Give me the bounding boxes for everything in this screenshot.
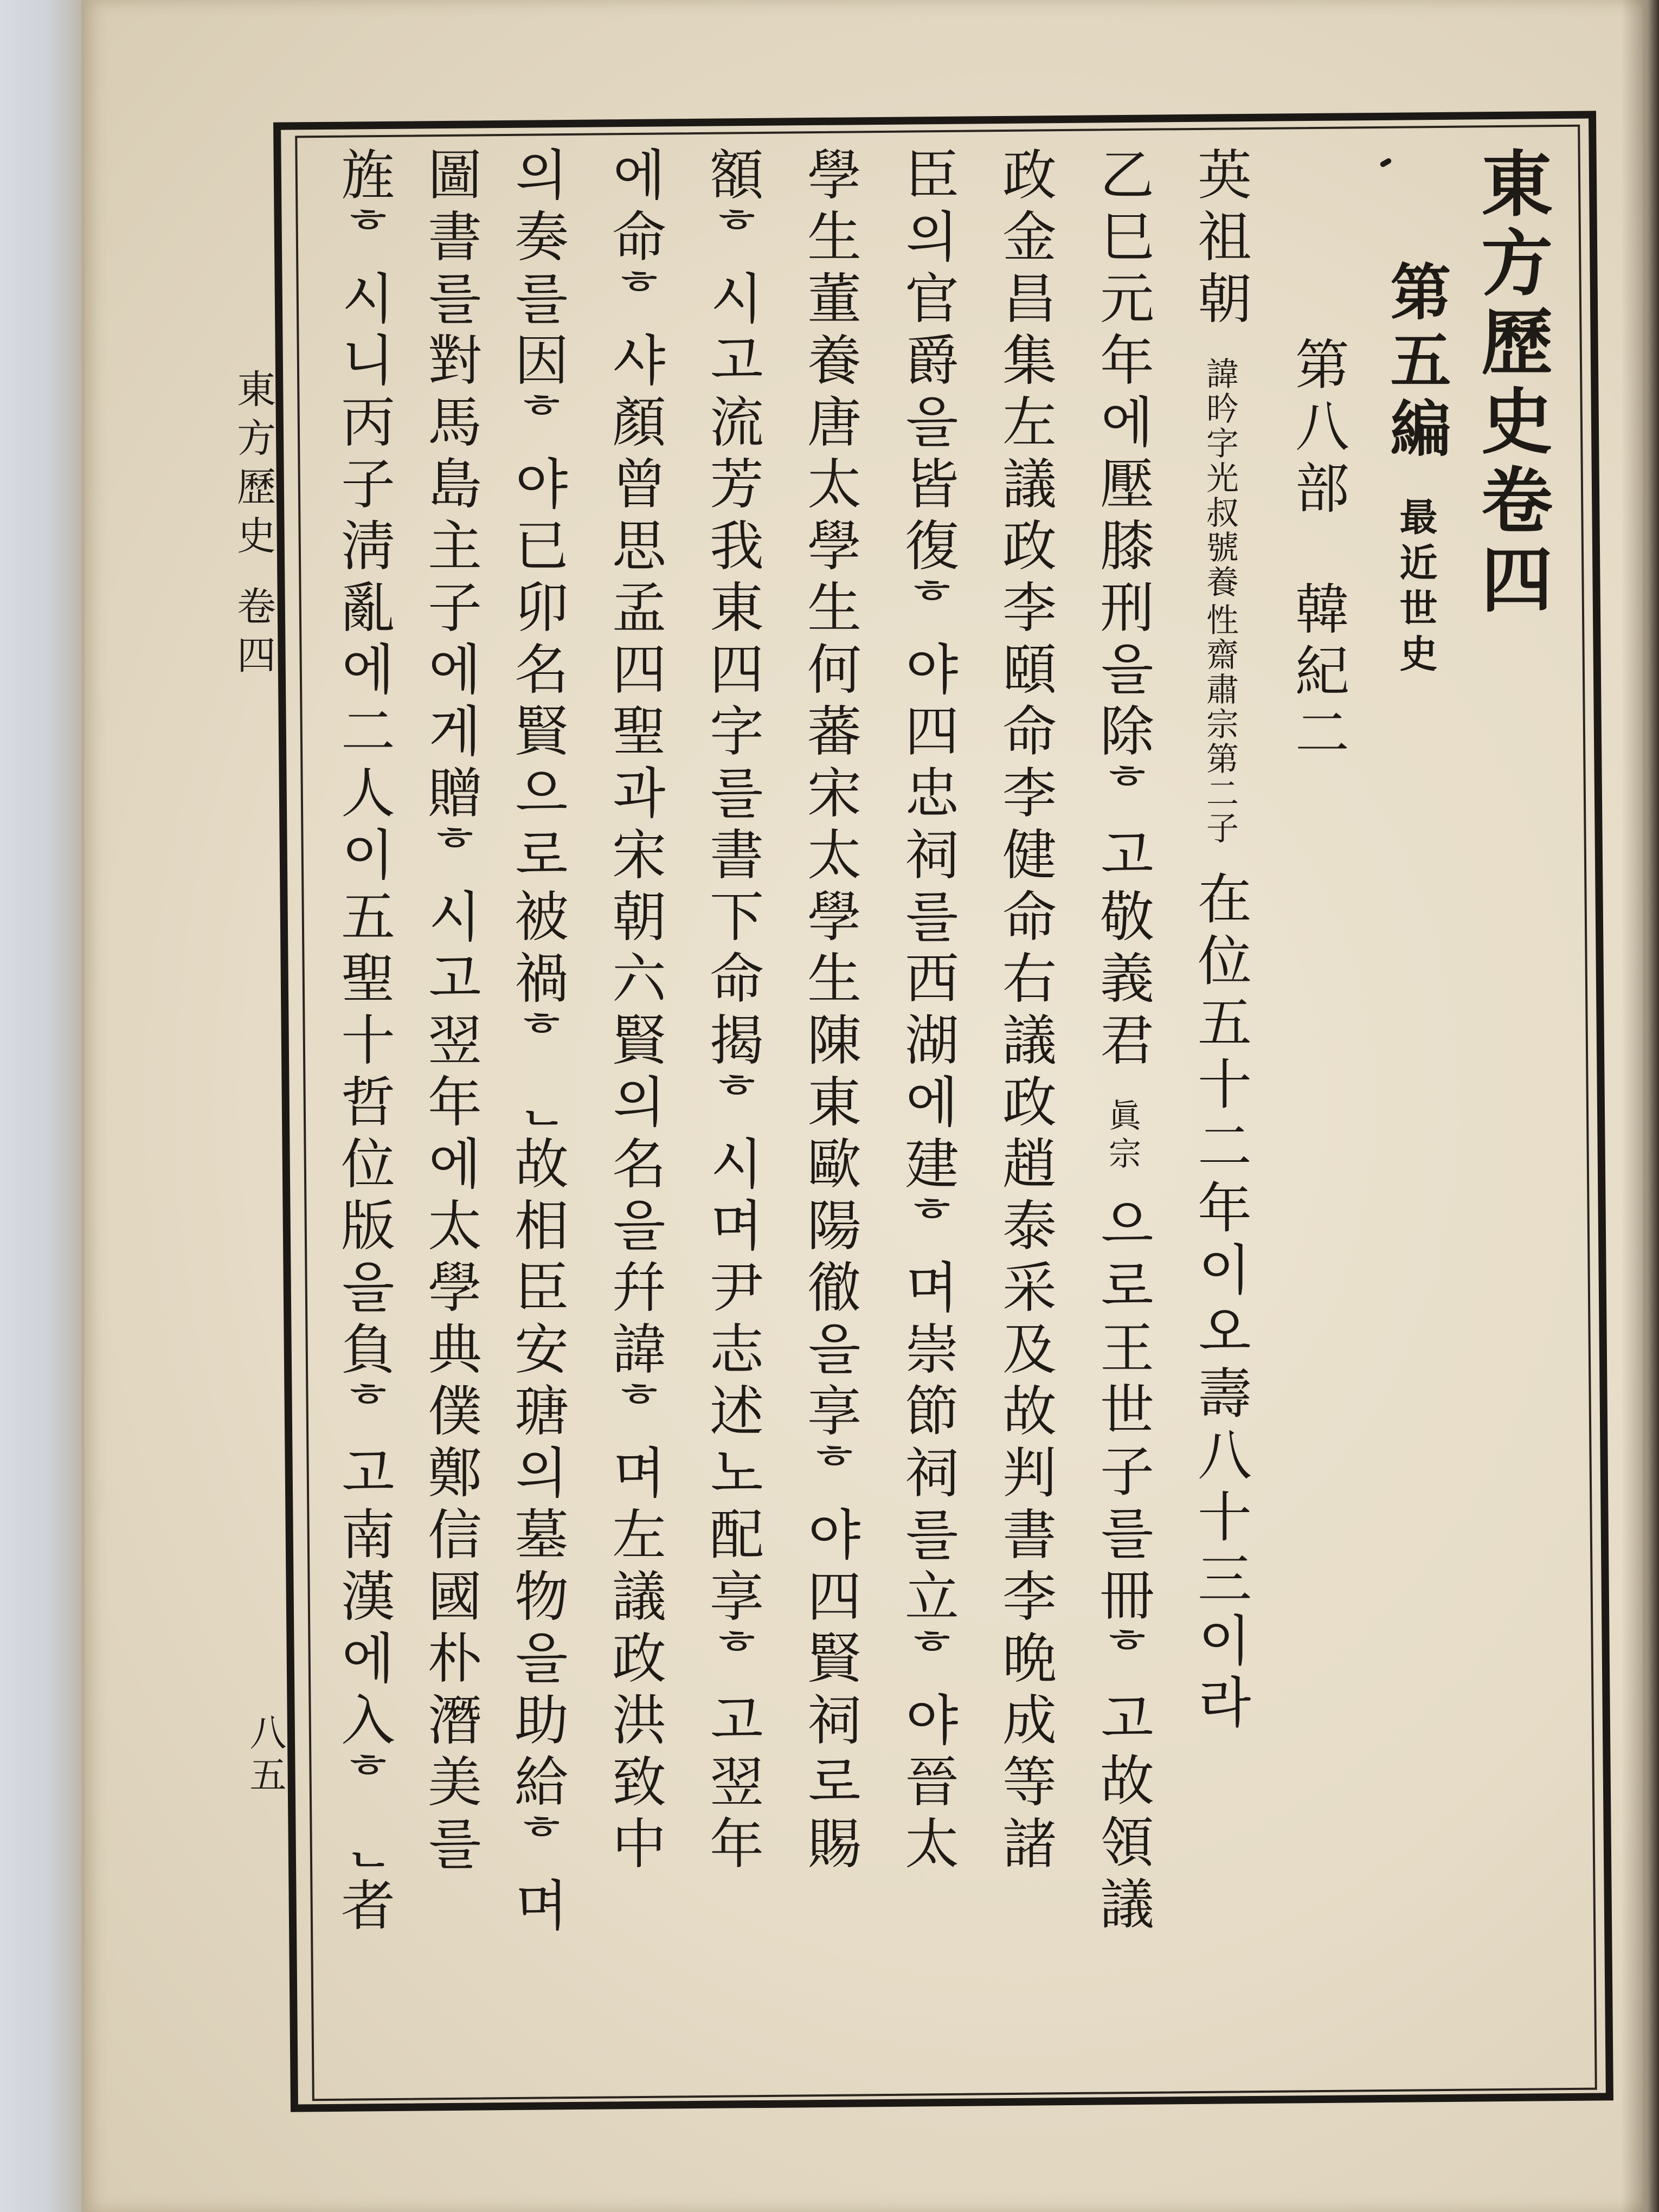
running-head: 東方歷史 卷四 — [230, 369, 276, 684]
text-column-7: 에命ᄒ샤顏曾思孟四聖과宋朝六賢의名을幷諱ᄒ며左議政洪致中 — [603, 146, 666, 1877]
text-column-9: 圖書를對馬島主子에게贈ᄒ시고翌年에太學典僕鄭信國朴潛美를 — [419, 146, 482, 1877]
page-number: 八五 — [243, 1713, 286, 1798]
page-edge — [81, 0, 85, 2212]
edition-heading — [1380, 260, 1451, 680]
spine-shadow — [1621, 0, 1659, 2212]
text-column-10: 旌ᄒ시니丙子淸亂에二人이五聖十哲位版을負ᄒ고南漢에入ᄒᆫ者 — [332, 146, 395, 1939]
section-heading — [1286, 336, 1349, 767]
background-surface — [0, 0, 81, 2212]
annotation-left: 性齋肅宗第二子 — [1201, 602, 1239, 846]
text-column-1 — [1188, 146, 1252, 1736]
text-column-5: 學生董養唐太學生何蕃宋太學生陳東歐陽徹을享ᄒ야四賢祠로賜 — [798, 146, 861, 1877]
edition-subtitle: 最近世史 — [1393, 497, 1438, 680]
column-2-annotation — [1103, 1098, 1141, 1171]
text-column-3: 政金昌集左議政李頤命李健命右議政趙泰采及故判書李晩成等諸 — [993, 146, 1057, 1877]
annotation-left: 宗 — [1103, 1136, 1141, 1171]
section-subtitle: 韓紀二 — [1286, 581, 1349, 767]
text-column-4: 臣의官爵을皆復ᄒ야四忠祠를西湖에建ᄒ며崇節祠를立ᄒ야晉太 — [896, 146, 959, 1877]
text-column-8: 의奏를因ᄒ야已卯名賢으로被禍ᄒᆫ故相臣安瑭의墓物을助給ᄒ며 — [505, 146, 569, 1939]
section-label: 第八部 — [1286, 336, 1349, 522]
column-1-head: 英祖朝 — [1188, 146, 1252, 332]
column-1-annotation — [1201, 356, 1239, 846]
text-column-6: 額ᄒ시고流芳我東四字를書下命揭ᄒ시며尹志述노配享ᄒ고翌年 — [700, 146, 764, 1877]
column-1-tail: 在位五十二年이오壽八十三이라 — [1188, 870, 1252, 1736]
annotation-right: 眞 — [1103, 1098, 1141, 1133]
book-title: 東方歷史卷四 — [1469, 146, 1553, 621]
edition-label: 第五編 — [1380, 260, 1451, 465]
text-column-2 — [1091, 146, 1154, 1938]
column-2-tail: 으로王世子를冊ᄒ고故領議 — [1091, 1195, 1154, 1938]
annotation-right: 諱昑字光叔號養 — [1201, 356, 1239, 600]
column-2-head: 乙巳元年에壓膝刑을除ᄒ고敬義君 — [1091, 146, 1154, 1073]
